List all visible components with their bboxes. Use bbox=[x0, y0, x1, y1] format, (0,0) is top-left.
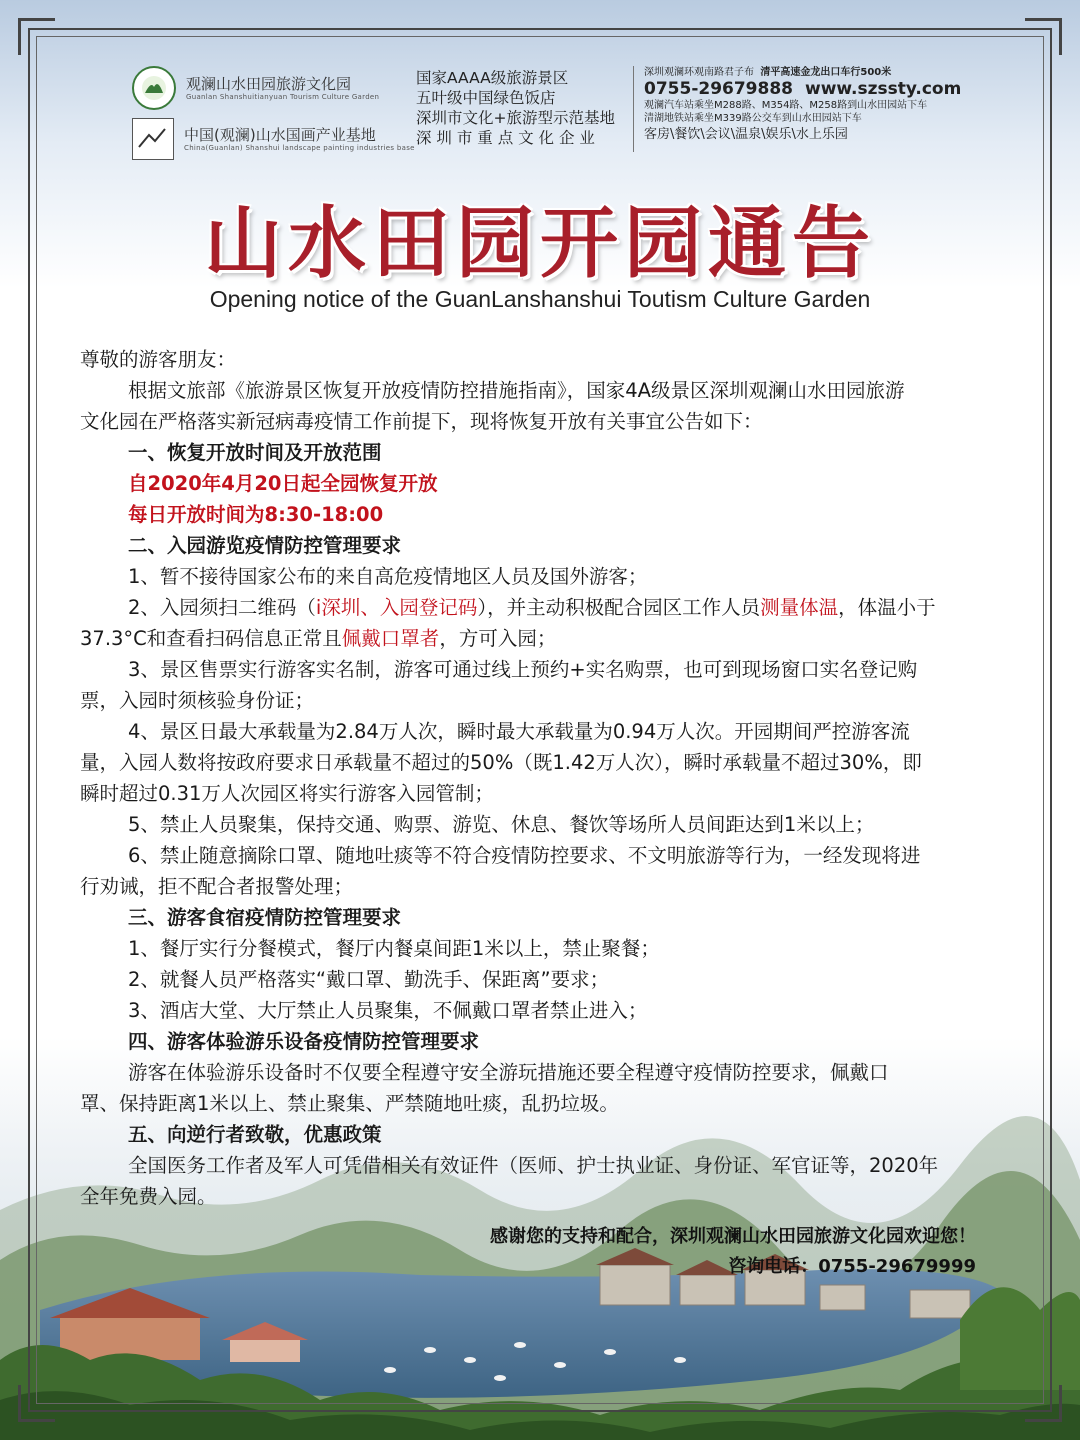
painting-base-icon bbox=[132, 118, 174, 160]
rule-item: 3、酒店大堂、大厅禁止人员聚集，不佩戴口罩者禁止进入； bbox=[128, 999, 648, 1022]
rule-item-cont: 量，入园人数将按政府要求日承载量不超过的50%（既1.42万人次），瞬时承载量不超过30%，即 bbox=[80, 751, 922, 774]
section-heading: 二、入园游览疫情防控管理要求 bbox=[128, 534, 402, 557]
corner-ornament bbox=[1025, 18, 1062, 55]
rule-item-cont: 行劝诫，拒不配合者报警处理； bbox=[80, 875, 354, 898]
bus-route-2: 清湖地铁站乘坐M339路公交车到山水田园站下车 bbox=[644, 113, 862, 124]
rule-item: 3、景区售票实行游客实名制，游客可通过线上预约+实名购票，也可到现场窗口实名登记购 bbox=[128, 658, 918, 681]
rule-text: 2、入园须扫二维码（ bbox=[128, 596, 316, 619]
honor-line: 深 圳 市 重 点 文 化 企 业 bbox=[416, 129, 595, 147]
rule-text: ），并主动积极配合园区工作人员 bbox=[477, 596, 761, 619]
temperature-check: 测量体温 bbox=[760, 596, 839, 619]
greeting: 尊敬的游客朋友： bbox=[80, 348, 237, 371]
honor-line: 五叶级中国绿色饭店 bbox=[416, 89, 556, 107]
rule-item-cont: 罩、保持距离1米以上、禁止聚集、严禁随地吐痰，乱扔垃圾。 bbox=[80, 1092, 619, 1115]
policy-text: 全国医务工作者及军人可凭借相关有效证件（医师、护士执业证、身份证、军官证等，2020年 bbox=[128, 1154, 939, 1177]
section-heading: 五、向逆行者致敬，优惠政策 bbox=[128, 1123, 382, 1146]
intro-line: 根据文旅部《旅游景区恢复开放疫情防控措施指南》，国家4A级景区深圳观澜山水田园旅游 bbox=[128, 379, 905, 402]
opening-hours: 每日开放时间为8:30-18:00 bbox=[128, 503, 384, 526]
rule-item: 1、暂不接待国家公布的来自高危疫情地区人员及国外游客； bbox=[128, 565, 648, 588]
contact-block bbox=[644, 66, 961, 144]
reopen-date: 自2020年4月20日起全园恢复开放 bbox=[128, 472, 438, 495]
mask-requirement: 佩戴口罩者 bbox=[341, 627, 440, 650]
corner-ornament bbox=[18, 1385, 55, 1422]
garden-name-en: Guanlan Shanshuitianyuan Tourism Culture Garden bbox=[186, 93, 380, 101]
section-heading: 一、恢复开放时间及开放范围 bbox=[128, 441, 382, 464]
painting-base-en: China(Guanlan) Shanshui landscape painting industries base bbox=[184, 144, 415, 152]
rule-item: 4、景区日最大承载量为2.84万人次，瞬时最大承载量为0.94万人次。开园期间严控游客流 bbox=[128, 720, 910, 743]
website-url: www.szssty.com bbox=[805, 79, 962, 99]
honors-list bbox=[416, 68, 615, 148]
rule-item: 2、就餐人员严格落实“戴口罩、勤洗手、保距离”要求； bbox=[128, 968, 610, 991]
honor-line: 国家AAAA级旅游景区 bbox=[416, 69, 569, 87]
rule-item bbox=[80, 592, 992, 623]
corner-ornament bbox=[18, 18, 55, 55]
consult-phone: 咨询电话：0755-29679999 bbox=[728, 1256, 976, 1277]
rule-text: ，体温小于 bbox=[838, 596, 936, 619]
garden-logo bbox=[132, 66, 379, 110]
rule-item-cont: 瞬时超过0.31万人次园区将实行游客入园管制； bbox=[80, 782, 494, 805]
phone-number: 0755-29679888 bbox=[644, 79, 793, 99]
rule-item: 5、禁止人员聚集，保持交通、购票、游览、休息、餐饮等场所人员间距达到1米以上； bbox=[128, 813, 875, 836]
section-heading: 三、游客食宿疫情防控管理要求 bbox=[128, 906, 402, 929]
intro-line: 文化园在严格落实新冠病毒疫情工作前提下，现将恢复开放有关事宜公告如下： bbox=[80, 410, 763, 433]
page-title: 山水田园开园通告 bbox=[203, 199, 876, 289]
page-subtitle: Opening notice of the GuanLanshanshui Toutism Culture Garden bbox=[209, 286, 871, 312]
section-heading: 四、游客体验游乐设备疫情防控管理要求 bbox=[128, 1030, 480, 1053]
thanks-line: 感谢您的支持和配合，深圳观澜山水田园旅游文化园欢迎您！ bbox=[490, 1226, 976, 1247]
rule-item: 6、禁止随意摘除口罩、随地吐痰等不符合疫情防控要求、不文明旅游等行为，一经发现将进 bbox=[128, 844, 921, 867]
service-tags: 客房\餐饮\会议\温泉\娱乐\水上乐园 bbox=[644, 127, 848, 142]
notice-body bbox=[80, 344, 992, 1212]
painting-base-logo bbox=[132, 118, 415, 160]
corner-ornament bbox=[1025, 1385, 1062, 1422]
bus-route-1: 观澜汽车站乘坐M288路、M354路、M258路到山水田园站下车 bbox=[644, 100, 928, 111]
rule-text: 37.3°C和查看扫码信息正常且 bbox=[80, 627, 342, 650]
closing-message bbox=[490, 1222, 976, 1282]
painting-base-cn: 中国(观澜)山水国画产业基地 bbox=[184, 126, 376, 144]
rule-item-cont bbox=[80, 623, 992, 654]
policy-text-cont: 全年免费入园。 bbox=[80, 1185, 217, 1208]
address-line: 深圳观澜环观南路君子布 bbox=[644, 67, 754, 78]
garden-logo-icon bbox=[132, 66, 176, 110]
qr-code-names: i深圳、入园登记码 bbox=[315, 596, 478, 619]
rule-item: 游客在体验游乐设备时不仅要全程遵守安全游玩措施还要全程遵守疫情防控要求，佩戴口 bbox=[128, 1061, 889, 1084]
rule-text: ，方可入园； bbox=[439, 627, 557, 650]
honor-line: 深圳市文化+旅游型示范基地 bbox=[416, 109, 615, 127]
rule-item-cont: 票，入园时须核验身份证； bbox=[80, 689, 315, 712]
rule-item: 1、餐厅实行分餐模式，餐厅内餐桌间距1米以上，禁止聚餐； bbox=[128, 937, 660, 960]
header-divider bbox=[633, 66, 634, 152]
highway-direction: 清平高速金龙出口车行500米 bbox=[760, 67, 892, 78]
garden-name-cn: 观澜山水田园旅游文化园 bbox=[186, 75, 352, 93]
